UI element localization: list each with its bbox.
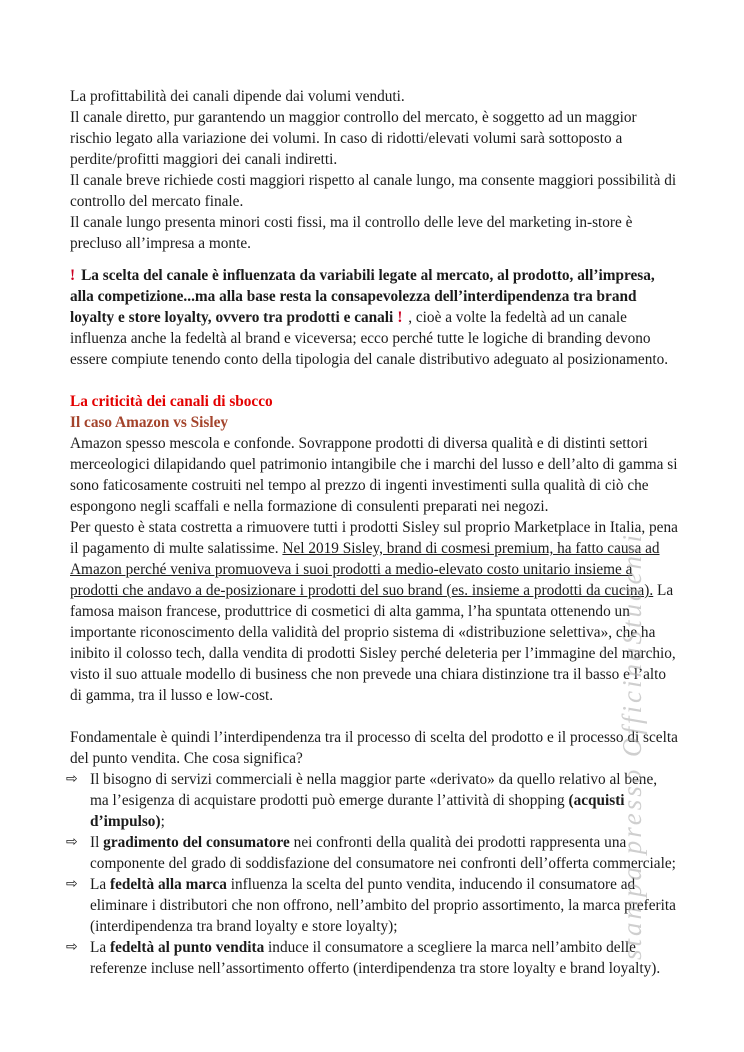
alert-normal-text: , cioè a volte la fedeltà ad un canale influenza anche la fedeltà al brand e viceversa; ecco perché tutte le logiche di branding devono essere compiute tenendo conto della tipologia del canale distributivo adeguato al posizionamento.: [70, 309, 669, 368]
bullet-1-pre: Il bisogno di servizi commerciali è nella maggior parte «derivato» da quello relativo al bene, ma l’esigenza di acquistare prodotti può emerge durante l’attività di shopping: [90, 771, 658, 809]
bullet-4-bold: fedeltà al punto vendita: [109, 939, 265, 956]
intro-paragraph-4: Il canale lungo presenta minori costi fissi, ma il controllo delle leve del marketing in-store è precluso all’impresa a monte.: [70, 214, 633, 252]
bullet-text: [90, 832, 678, 874]
case-study-subheading: Il caso Amazon vs Sisley: [70, 414, 229, 431]
bullet-1-post: ;: [160, 813, 165, 830]
bullet-text: [90, 769, 678, 832]
list-item: [66, 769, 678, 832]
bullet-4-post: induce il consumatore a scegliere la marca nell’ambito delle referenze incluse nell’assortimento offerto (interdipendenza tra store loyalty e brand loyalty).: [90, 939, 661, 977]
bullet-1-bold: (acquisti d’impulso): [90, 792, 625, 830]
bullet-4-pre: La: [90, 939, 110, 956]
intro-paragraph-1: La profittabilità dei canali dipende dai volumi venduti.: [70, 88, 405, 105]
right-arrow-icon: ⇨: [66, 771, 78, 787]
bullet-2-bold: gradimento del consumatore: [103, 834, 290, 851]
list-item: [66, 937, 678, 979]
bullet-3-post: influenza la scelta del punto vendita, inducendo il consumatore ad eliminare i distributori che non offrono, nell’ambito del proprio assortimento, la marca preferita (interdipendenza tra brand loyalty e store loyalty);: [90, 876, 676, 935]
exclamation-mark-open: !: [70, 267, 76, 284]
interdependence-bullet-list: [66, 769, 678, 979]
list-item: [66, 832, 678, 874]
amazon-paragraph-1: Amazon spesso mescola e confonde. Sovrappone prodotti di diversa qualità e di distinti settori merceologici dilapidando quel patrimonio intangibile che i marchi del lusso e dell’alto di gamma si sono faticosamente costruiti nel tempo al prezzo di ingenti investimenti sulla qualità di ciò che espongono negli scaffali e nella formazione di consulenti preparati nei negozi.: [70, 435, 678, 515]
bullet-text: [90, 874, 678, 937]
bullet-2-pre: Il: [90, 834, 104, 851]
document-page: [66, 86, 678, 979]
bullet-3-bold: fedeltà alla marca: [109, 876, 227, 893]
amazon-paragraph-2: [70, 517, 678, 706]
exclamation-mark-close: !: [397, 309, 403, 326]
bullet-3-pre: La: [90, 876, 110, 893]
right-arrow-icon: ⇨: [66, 939, 78, 955]
right-arrow-icon: ⇨: [66, 834, 78, 850]
amazon-p2-underlined-passage: Nel 2019 Sisley, brand di cosmesi premium, ha fatto causa ad Amazon perché veniva promuoveva i suoi prodotti a medio-elevato costo unitario insieme a prodotti che andavo a de-posizionare i prodotti del suo brand (es. insieme a prodotti da cucina).: [70, 540, 660, 599]
amazon-p2-tail: La famosa maison francese, produttrice di cosmetici di alta gamma, l’ha spuntata ottenendo un importante riconoscimento della validità del proprio sistema di «distribuzione selettiva», che ha inibito il colosso tech, dalla vendita di prodotti Sisley perché deleteria per l’immagine del marchio, visto il suo attuale modello di business che non prevede una chiara distinzione tra il basso e l’alto di gamma, tra il lusso e low-cost.: [70, 582, 676, 704]
intro-paragraph-3: Il canale breve richiede costi maggiori rispetto al canale lungo, ma consente maggiori possibilità di controllo del mercato finale.: [70, 172, 677, 210]
list-item: [66, 874, 678, 937]
watermark-text: stampa presso OfficinaStudenti: [617, 532, 647, 960]
bullet-text: [90, 937, 678, 979]
intro-paragraph-2: Il canale diretto, pur garantendo un maggior controllo del mercato, è soggetto ad un maggior rischio legato alla variazione dei volumi. In caso di ridotti/elevati volumi sarà sottoposto a perdite/profitti maggiori dei canali indiretti.: [70, 109, 637, 168]
alert-bold-text: La scelta del canale è influenzata da variabili legate al mercato, al prodotto, all’impresa, alla competizione...ma alla base resta la consapevolezza dell’interdipendenza tra brand loyalty e store loyalty, ovvero tra prodotti e canali: [70, 267, 655, 326]
section-heading: La criticità dei canali di sbocco: [70, 393, 273, 410]
bullet-2-post: nei confronti della qualità dei prodotti rappresenta una componente del grado di soddisfazione del consumatore nei confronti dell’offerta commerciale;: [90, 834, 676, 872]
right-arrow-icon: ⇨: [66, 876, 78, 892]
channel-choice-alert-paragraph: [70, 265, 678, 370]
amazon-p2-lead: Per questo è stata costretta a rimuovere tutti i prodotti Sisley sul proprio Marketplace in Italia, pena il pagamento di multe salatissime.: [70, 519, 678, 557]
interdependence-intro-paragraph: Fondamentale è quindi l’interdipendenza tra il processo di scelta del prodotto e il processo di scelta del punto vendita. Che cosa significa?: [70, 729, 678, 767]
